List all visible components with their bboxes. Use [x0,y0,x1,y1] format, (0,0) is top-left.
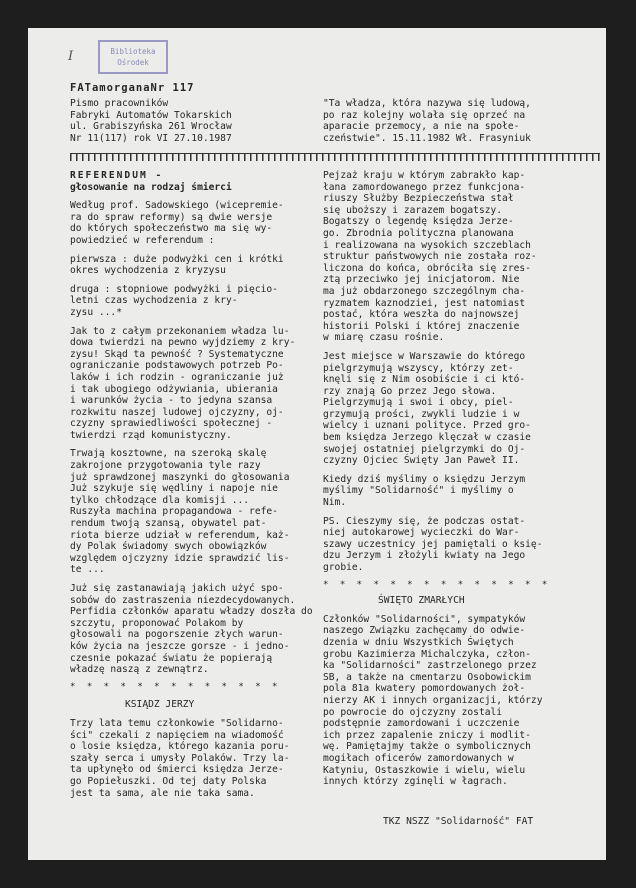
left-column [70,170,340,799]
handwritten-annotation: I [68,49,74,64]
paragraph: PS. Cieszymy się, że podczas ostat- niej autokarowej wycieczki do War- szawy uczestnicy jej pamiętali o księ- dzu Jerzym i złożyli kwiaty na Jego grobie. [323,515,543,573]
right-column [323,170,593,788]
paragraph: Jest miejsce w Warszawie do którego pielgrzymują wszyscy, którzy zet- knęli się z Nim osobiście i ci któ- rzy znają Go przez Jego słowa. Pielgrzymują i swoi i obcy, piel- grzymują prości, zwykli ludzie i w wielcy i uznani polityce. Przed gro- bem księdza Jerzego klęczał w czasie swojej ostatniej pielgrzymki do Oj- czyzny Ojciec Święty Jan Paweł II. [323,350,531,467]
publication-info: Pismo pracowników Fabryki Automatów Tokarskich ul. Grabiszyńska 261 Wrocław Nr 11(117) rok VI 27.10.1987 [70,98,232,144]
paragraph: druga : stopniowe podwyżki i pięcio- letni czas wychodzenia z kry- zysu ...* [70,283,278,318]
document-page [28,28,606,860]
header-quote: "Ta władza, która nazywa się ludową, po raz kolejny wolała się oprzeć na aparacie przemocy, a nie na społe- czeństwie". 15.11.1982 Wł. Frasyniuk [323,98,531,144]
library-stamp: Biblioteka Ośrodek [98,40,168,74]
paragraph: Jak to z całym przekonaniem władza lu- dowa twierdzi na pewno wyjdziemy z kry- zysu! Skąd ta pewność ? Systematyczne ograniczanie podstawowych potrzeb Po- laków i ich rodzin - ograniczanie już i tak ubogiego odżywiania, ubierania i warunków życia - to jedyna szansa rozkwitu naszej ludowej ojczyzny, oj- czyzny sprawiedliwości społecznej - twierdzi rząd komunistyczny. [70,325,296,441]
headline: REFERENDUM - [70,170,164,181]
paragraph: Kiedy dziś myślimy o księdzu Jerzym myślimy "Solidarność" i myślimy o Nim. [323,473,526,509]
header-divider [70,153,600,161]
paragraph: pierwsza : duże podwyżki cen i krótki okres wychodzenia z kryzysu [70,253,284,277]
paragraph: Trzy lata temu członkowie "Solidarno- ści" czekali z napięciem na wiadomość o losie księdza, którego kazania poru- szały serca i umysły Polaków. Trzy la- ta upłynęło od śmierci księdza Jerze- go Popiełuszki. Od tej daty Polska jest ta sama, ale nie taka sama. [70,717,290,799]
paragraph: Trwają kosztowne, na szeroką skalę zakrojone przygotowania tyle razy już sprawdzonej maszynki do głosowania Już szykuje się wędliny i napoje nie tylko chłodzące dla komisji ... Ruszyła machina propagandowa - refe- rendum twoją szansą, obywatel pat- riota bierze udział w referendum, każ- dy Polak świadomy swych obowiązków względem ojczyzny idzie sprawdzić lis- te ... [70,448,290,576]
signature: TKZ NSZZ "Solidarność" FAT [383,816,534,827]
paragraph: Już się zastanawiają jakich użyć spo- sobów do zastraszenia niezdecydowanych. Perfidia członków aparatu władzy doszła do szczytu, proponować Polakom by głosowali na pogorszenie złych warun- ków życia na jeszcze gorsze - i jedno- czesnie pokazać światu że popierają władzę naszą z zewnątrz. [70,583,313,676]
paragraph: Pejzaż kraju w którym zabrakło kap- łana zamordowanego przez funkcjona- riuszy Służby Bezpieczeństwa stał się uboższy i zarazem bogatszy. Bogatszy o legendę księdza Jerze- go. Zbrodnia polityczna planowana i realizowana na wysokich szczeblach struktur państwowych nie została roz- liczona do końca, obróciła się zres- ztą przeciwko jej inicjatorom. Nie ma już obdarzonego szczególnym cha- ryzmatem kaznodziei, jest natomiast postać, która weszła do najnowszej historii Polski i której znaczenie w miarę czasu rośnie. [323,170,537,344]
separator-stars: * * * * * * * * * * * * * * [323,579,551,590]
paragraph: Według prof. Sadowskiego (wicepremie- ra do spraw reformy) są dwie wersje do których społeczeństwo ma się wy- powiedzieć w referendum : [70,200,284,246]
paragraph: Członków "Solidarności", sympatyków naszego Związku zachęcamy do odwie- dzenia w dniu Wszystkich Świętych grobu Kazimierza Michalczyka, człon- ka "Solidarności" zastrzelonego przez SB, a także na cmentarzu Osobowickim pola 81a kwatery pomordowanych żoł- nierzy AK i innych organizacji, którzy po powrocie do ojczyzny zostali podstępnie zamordowani i uczczenie ich przez zapalenie zniczy i modlit- wę. Pamiętajmy także o symbolicznych mogiłach oficerów zamordowanych w Katyniu, Ostaszkowie i wielu, wielu innych którzy zginęli w łagrach. [323,613,543,788]
section-heading: KSIĄDZ JERZY [125,699,195,711]
subheadline: głosowanie na rodzaj śmierci [70,181,232,193]
separator-stars: * * * * * * * * * * * * * [70,681,281,692]
newsletter-title: FATamorganaNr 117 [70,82,195,94]
section-heading: ŚWIĘTO ZMARŁYCH [378,595,465,607]
